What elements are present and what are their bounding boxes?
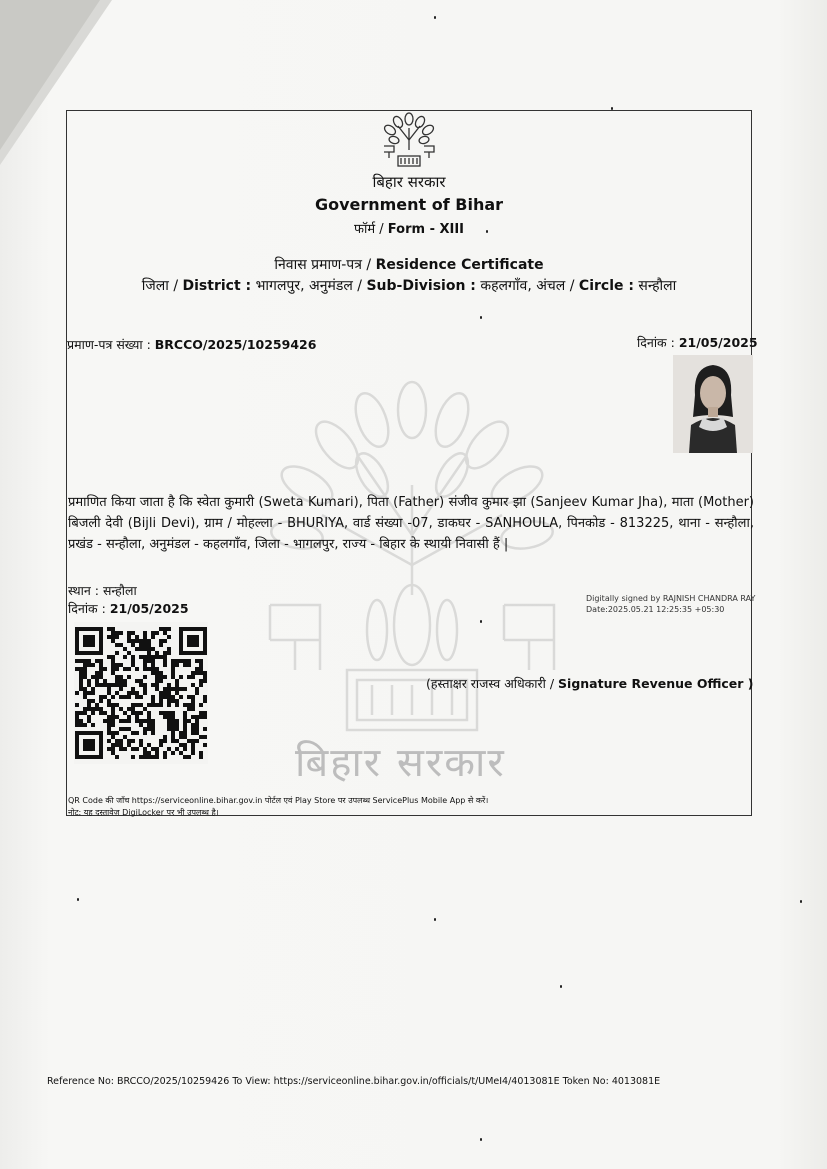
digilocker-note: नोट: यह दस्तावेज DigiLocker पर भी उपलब्ध है। (68, 808, 219, 817)
speck (480, 620, 482, 623)
speck (77, 898, 79, 901)
signed-date (68, 600, 189, 617)
watermark-text: बिहार सरकार (295, 740, 506, 786)
speck (480, 1138, 482, 1141)
certificate-number-value: BRCCO/2025/10259426 (154, 337, 317, 352)
digital-signature-date: Date:2025.05.21 12:25:35 +05:30 (586, 605, 725, 614)
speck (800, 900, 802, 903)
certificate-title-hindi: निवास प्रमाण-पत्र / (274, 257, 372, 273)
district-value: भागलपुर, अनुमंडल / (255, 278, 363, 294)
speck (611, 107, 613, 110)
certificate-number-label: प्रमाण-पत्र संख्या : (67, 337, 151, 352)
qr-code-icon[interactable] (74, 622, 208, 764)
place (68, 582, 137, 599)
place-value: सन्हौला (102, 583, 137, 598)
issue-date-label: दिनांक : (637, 335, 675, 350)
government-title: Government of Bihar (314, 195, 504, 214)
qr-verification-note: QR Code की जाँच https://serviceonline.bihar.gov.in पोर्टल एवं Play Store पर उपलब्ध ServicePlus Mobile App से करें। (68, 796, 489, 805)
certificate-statement: प्रमाणित किया जाता है कि स्वेता कुमारी (Sweta Kumari), पिता (Father) संजीव कुमार झा (Sanjeev Kumar Jha), माता (Mother) बिजली देवी (Bijli Devi), ग्राम / मोहल्ला - BHURIYA, वार्ड संख्या -07, डाकघर - SANHOULA, पिनकोड - 813225, थाना - सन्हौला, प्रखंड - सन्हौला, अनुमंडल - कहलगाँव, जिला - भागलपुर, राज्य - बिहार के स्थायी निवासी हैं | (68, 495, 754, 552)
form-number (66, 219, 752, 237)
signatory-role-english: Signature Revenue Officer ) (558, 676, 754, 691)
issue-date-value: 21/05/2025 (678, 335, 758, 350)
applicant-photo (673, 355, 753, 453)
watermark-emblem-icon (262, 365, 562, 795)
person-photo-icon (673, 355, 753, 453)
signed-date-label: दिनांक : (68, 601, 106, 616)
speck (480, 316, 482, 319)
certificate-title-english: Residence Certificate (375, 257, 544, 273)
speck (486, 230, 488, 233)
state-name-hindi: बिहार सरकार (372, 173, 446, 191)
issue-date (637, 334, 758, 351)
speck (560, 985, 562, 988)
signatory-role (426, 675, 754, 692)
place-label: स्थान : (68, 583, 99, 598)
certificate-title (66, 255, 752, 274)
subdivision-label: Sub-Division : (366, 278, 476, 294)
form-label-english: Form - XIII (387, 222, 465, 237)
signed-date-value: 21/05/2025 (109, 601, 189, 616)
signatory-role-hindi: (हस्ताक्षर राजस्व अधिकारी / (426, 676, 555, 691)
speck (434, 918, 436, 921)
digital-signature-signer: Digitally signed by RAJNISH CHANDRA RAY (586, 594, 756, 603)
subdivision-value: कहलगाँव, अंचल / (480, 278, 575, 294)
form-label-hindi: फॉर्म / (353, 222, 384, 237)
circle-label: Circle : (578, 278, 634, 294)
reference-line: Reference No: BRCCO/2025/10259426 To View: https://serviceonline.bihar.gov.in/officials/t/UMeI4/4013081E Token No: 4013081E (47, 1076, 661, 1087)
district-line (66, 276, 752, 295)
bihar-emblem-icon (380, 110, 438, 170)
district-label: District : (182, 278, 252, 294)
certificate-number (67, 336, 316, 353)
district-hindi-label: जिला / (141, 278, 179, 294)
speck (434, 16, 436, 19)
circle-value: सन्हौला (638, 278, 677, 294)
